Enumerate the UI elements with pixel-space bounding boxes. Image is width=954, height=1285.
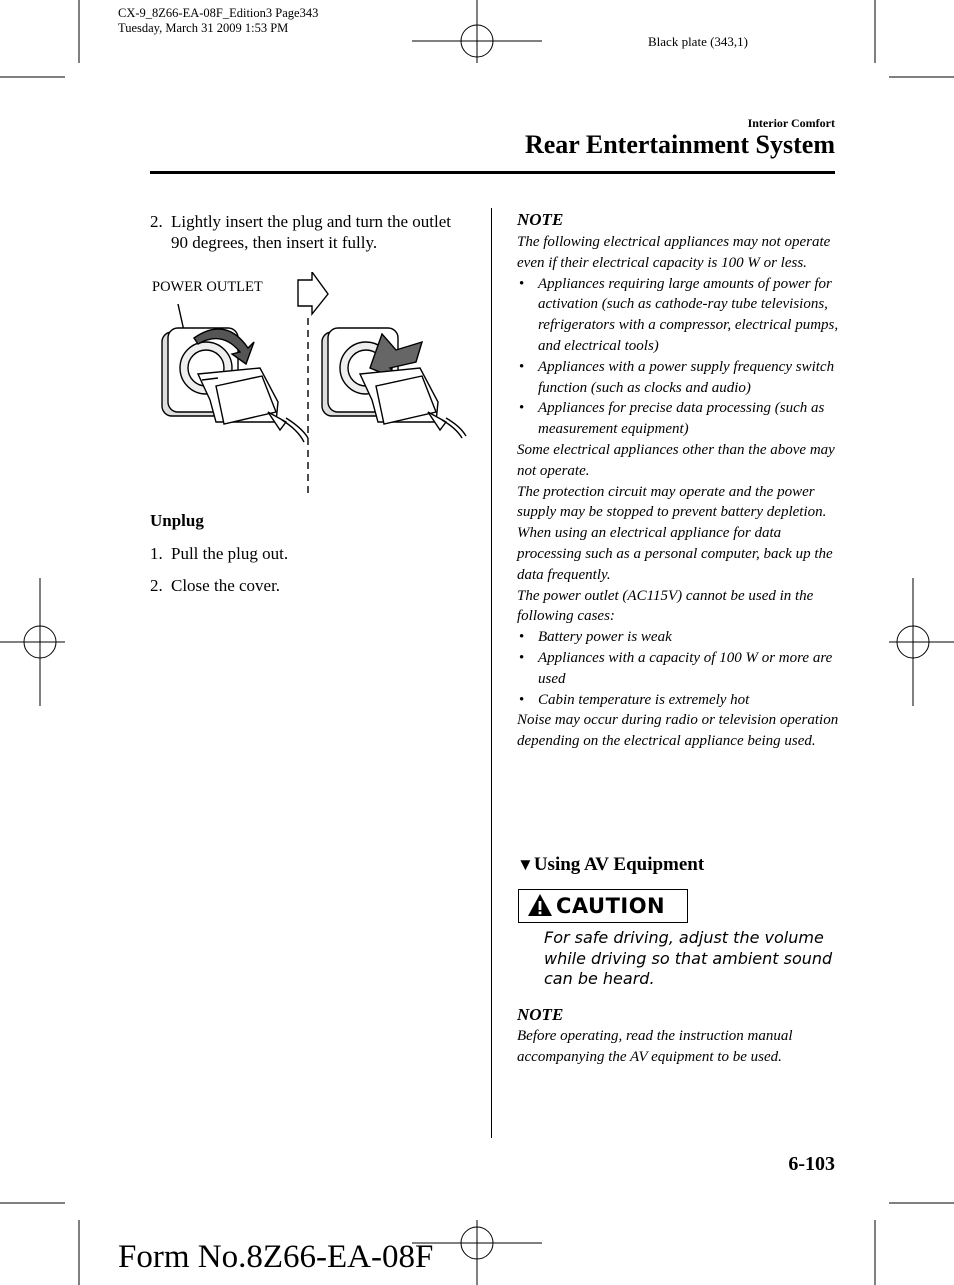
step-number: 2.: [150, 212, 163, 231]
plate-label: Black plate (343,1): [648, 34, 748, 49]
caution-label: CAUTION: [556, 894, 666, 918]
illustration-label: POWER OUTLET: [152, 279, 263, 295]
print-info: [118, 6, 318, 36]
print-info-date: Tuesday, March 31 2009 1:53 PM: [118, 21, 289, 35]
page-number: 6-103: [788, 1153, 835, 1175]
note-case: • Cabin temperature is extremely hot: [517, 690, 839, 711]
header-rule: [150, 171, 835, 174]
av-equipment-heading: [517, 854, 704, 876]
note-heading: NOTE: [517, 210, 564, 229]
unplug-step-1: [150, 543, 470, 565]
caution-text: For safe driving, adjust the volume while driving so that ambient sound can be heard.: [544, 928, 833, 988]
note-text: Before operating, read the instruction manual accompanying the AV equipment to be used.: [517, 1028, 793, 1065]
note-paragraph: The protection circuit may operate and the power supply may be stopped to prevent battery depletion.: [517, 483, 827, 521]
unplug-heading: Unplug: [150, 511, 204, 530]
form-number: Form No.8Z66-EA-08F: [118, 1239, 434, 1275]
print-info-file: CX-9_8Z66-EA-08F_Edition3 Page343: [118, 6, 319, 20]
note-body: [517, 232, 839, 752]
page-title: Rear Entertainment System: [524, 130, 835, 159]
note-paragraph: Some electrical appliances other than the above may not operate.: [517, 441, 835, 479]
note-paragraph: The power outlet (AC115V) cannot be used in the following cases:: [517, 587, 814, 625]
subheading-text: Using AV Equipment: [533, 854, 705, 875]
step-text: Pull the plug out.: [171, 544, 289, 563]
step-text: Close the cover.: [171, 576, 281, 595]
note-intro: The following electrical appliances may not operate even if their electrical capacity is 100 W or less.: [517, 234, 831, 271]
note-paragraph: When using an electrical appliance for data processing such as a personal computer, back up the data frequently.: [517, 525, 833, 583]
column-divider: [491, 208, 492, 1138]
note-case: • Battery power is weak: [517, 627, 839, 648]
note-heading: NOTE: [517, 1005, 564, 1024]
step-2: [150, 211, 470, 255]
unplug-step-2: [150, 575, 470, 597]
triangle-down-icon: ▼: [517, 855, 534, 874]
note-paragraph: Noise may occur during radio or television operation depending on the electrical appliance being used.: [517, 712, 839, 750]
note-bullet: • Appliances with a power supply frequency switch function (such as clocks and audio): [517, 357, 839, 399]
section-name: Interior Comfort: [747, 116, 835, 130]
step-text: Lightly insert the plug and turn the outlet 90 degrees, then insert it fully.: [171, 212, 451, 252]
caution-badge: [518, 889, 688, 923]
warning-icon: [527, 893, 553, 917]
step-number: 2.: [150, 576, 163, 595]
note-case: • Appliances with a capacity of 100 W or more are used: [517, 648, 839, 690]
step-number: 1.: [150, 544, 163, 563]
note-bullet: • Appliances for precise data processing (such as measurement equipment): [517, 398, 839, 440]
note-bullet: • Appliances requiring large amounts of power for activation (such as cathode-ray tube televisions, refrigerators with a compressor, electrical pumps, and electrical tools): [517, 274, 839, 357]
power-outlet-illustration: [150, 272, 475, 497]
